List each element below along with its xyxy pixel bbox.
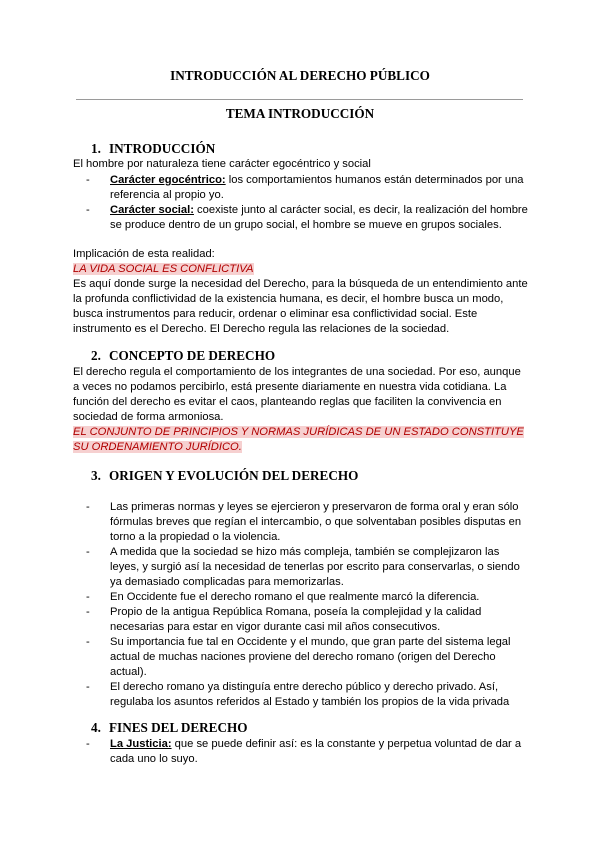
section-3-heading <box>91 468 358 484</box>
list-item-text: Su importancia fue tal en Occidente y el mundo, que gran parte del sistema legal actual de muchas naciones proviene del derecho romano (origen del Derecho actual). <box>110 636 511 678</box>
section-1-number: 1. <box>91 141 101 156</box>
section-1-intro: El hombre por naturaleza tiene carácter egocéntrico y social <box>73 158 371 170</box>
section-2-highlight-2: SU ORDENAMIENTO JURÍDICO. <box>73 441 242 453</box>
bullet-dash: - <box>86 606 90 618</box>
section-2-highlight-1: EL CONJUNTO DE PRINCIPIOS Y NORMAS JURÍDICAS DE UN ESTADO CONSTITUYE <box>73 426 524 438</box>
bullet-dash: - <box>86 174 90 186</box>
list-item <box>86 173 528 203</box>
list-item <box>86 635 528 680</box>
term-label: Carácter egocéntrico: <box>110 174 226 186</box>
section-4-list <box>86 737 528 767</box>
list-item-text: A medida que la sociedad se hizo más compleja, también se complejizaron las leyes, y surgió así la necesidad de tenerlas por escrito para conservarlas, o siendo ya demasiado complicadas para memorizarlas. <box>110 546 520 588</box>
list-item-text: En Occidente fue el derecho romano el que realmente marcó la diferencia. <box>110 591 480 603</box>
term-label: La Justicia: <box>110 738 172 750</box>
list-item-text: El derecho romano ya distinguía entre derecho público y derecho privado. Así, regulaba los asuntos referidos al Estado y también los propios de la vida privada <box>110 681 510 708</box>
list-item <box>86 605 528 635</box>
title-divider <box>76 99 523 100</box>
section-3-title: ORIGEN Y EVOLUCIÓN DEL DERECHO <box>109 468 359 483</box>
section-1-title: INTRODUCCIÓN <box>109 141 216 156</box>
list-item <box>86 203 528 233</box>
bullet-dash: - <box>86 636 90 648</box>
list-item <box>86 500 528 545</box>
section-2-highlight-1-line <box>73 425 528 440</box>
list-item-text: Propio de la antigua República Romana, poseía la complejidad y la calidad necesarias para estar en vigor durante casi mil años consecutivos. <box>110 606 482 633</box>
section-2-highlight-2-line <box>73 440 528 455</box>
bullet-dash: - <box>86 591 90 603</box>
list-item <box>86 590 528 605</box>
section-3-list <box>86 500 528 710</box>
bullet-dash: - <box>86 501 90 513</box>
section-2-number: 2. <box>91 348 101 363</box>
implication-label: Implicación de esta realidad: <box>73 248 215 260</box>
list-item-text: Las primeras normas y leyes se ejercieron y preservaron de forma oral y eran sólo fórmulas breves que regían el intercambio, o que solventaban posibles disputas en torno a la propiedad o la violencia. <box>110 501 522 543</box>
term-description: que se puede definir así: es la constante y perpetua voluntad de dar a cada uno lo suyo. <box>110 738 522 765</box>
section-4-title: FINES DEL DERECHO <box>109 720 248 735</box>
section-4-heading <box>91 720 248 736</box>
term-description: coexiste junto al carácter social, es decir, la realización del hombre se produce dentro de un grupo social, el hombre se mueve en grupos sociales. <box>110 204 528 231</box>
bullet-dash: - <box>86 204 90 216</box>
section-1-paragraph: Es aquí donde surge la necesidad del Derecho, para la búsqueda de un entendimiento ante la profunda conflictividad de la existencia humana, es decir, el hombre busca un modo, busca instrumentos para reducir, ordenar o eliminar esa conflictividad social. Este instrumento es el Derecho. El Derecho regula las relaciones de la sociedad. <box>73 278 528 335</box>
section-1-highlight: LA VIDA SOCIAL ES CONFLICTIVA <box>73 263 254 275</box>
term-label: Carácter social: <box>110 204 194 216</box>
section-1-heading <box>91 141 215 157</box>
section-1-highlight-line <box>73 262 528 277</box>
bullet-dash: - <box>86 546 90 558</box>
list-item <box>86 545 528 590</box>
section-4-number: 4. <box>91 720 101 735</box>
section-1-list <box>86 173 528 233</box>
bullet-dash: - <box>86 681 90 693</box>
list-item <box>86 737 528 767</box>
section-3-number: 3. <box>91 468 101 483</box>
section-2-paragraph: El derecho regula el comportamiento de los integrantes de una sociedad. Por eso, aunque a veces no podamos percibirlo, está presente diariamente en nuestra vida cotidiana. La función del derecho es evitar el caos, planteando reglas que faciliten la convivencia en sociedad de forma armoniosa. <box>73 366 521 423</box>
bullet-dash: - <box>86 738 90 750</box>
term-description: los comportamientos humanos están determinados por una referencia al propio yo. <box>110 174 524 201</box>
list-item <box>86 680 528 710</box>
section-2-heading <box>91 348 275 364</box>
document-subtitle: TEMA INTRODUCCIÓN <box>225 106 375 121</box>
section-2-title: CONCEPTO DE DERECHO <box>109 348 276 363</box>
document-title: INTRODUCCIÓN AL DERECHO PÚBLICO <box>170 68 430 83</box>
